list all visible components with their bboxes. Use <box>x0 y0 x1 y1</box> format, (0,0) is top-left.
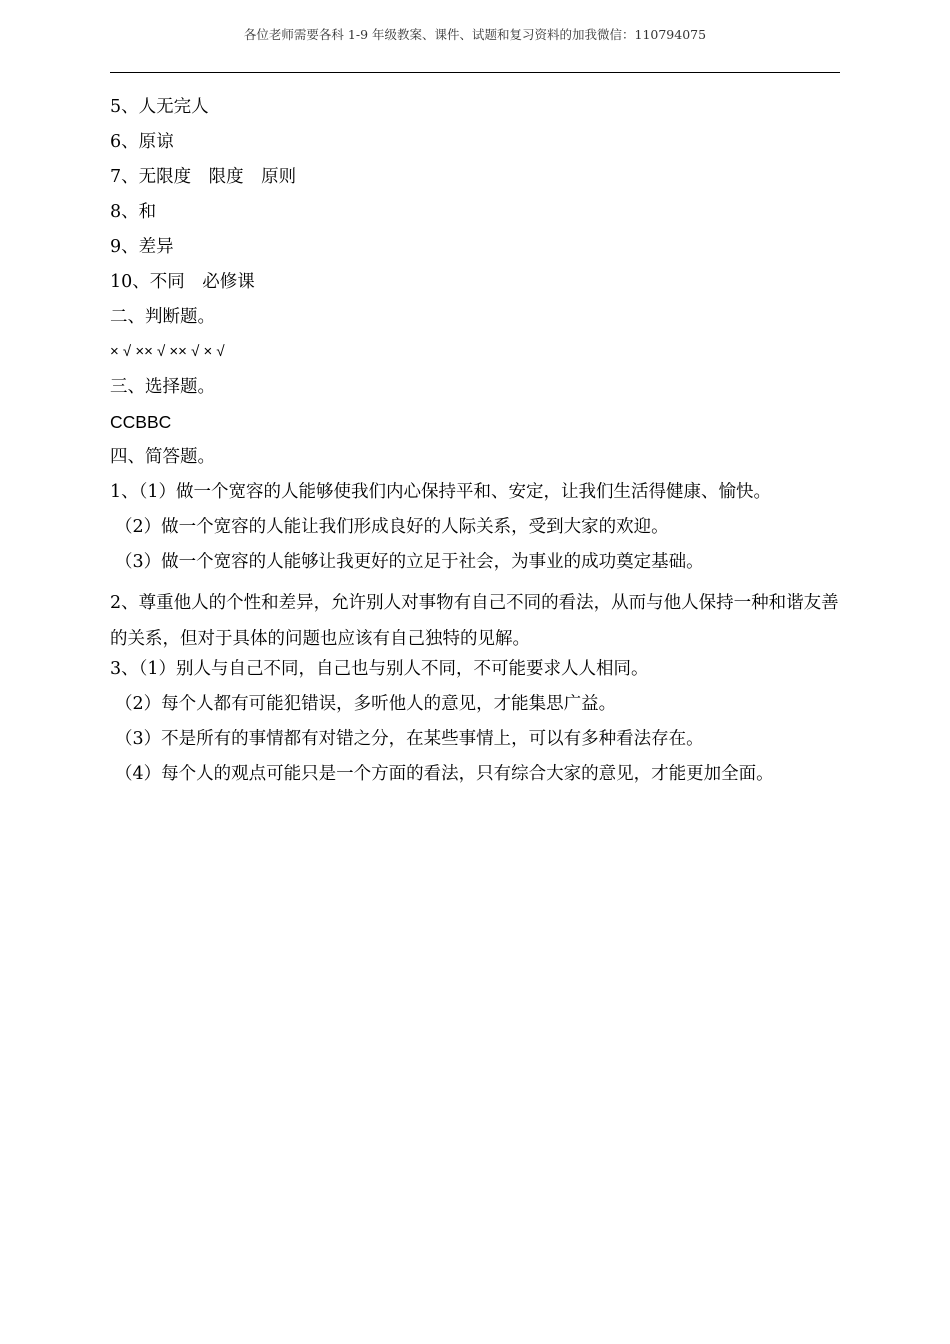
short-answer-3-part-2: （2）每个人都有可能犯错误，多听他人的意见，才能集思广益。 <box>115 694 617 714</box>
fill-blank-answer-9: 9、差异 <box>110 237 174 257</box>
fill-blank-answer-5: 5、人无完人 <box>110 97 209 117</box>
short-answer-3-part-1: 3、（1）别人与自己不同，自己也与别人不同，不可能要求人人相同。 <box>110 659 649 679</box>
short-answer-1-part-3: （3）做一个宽容的人能够让我更好的立足于社会，为事业的成功奠定基础。 <box>115 552 704 572</box>
short-answer-3-part-4: （4）每个人的观点可能只是一个方面的看法，只有综合大家的意见，才能更加全面。 <box>115 764 774 784</box>
short-answer-2: 2、尊重他人的个性和差异，允许别人对事物有自己不同的看法，从而与他人保持一种和谐友善的关系，但对于具体的问题也应该有自己独特的见解。 <box>110 593 839 649</box>
short-answer-3-part-3: （3）不是所有的事情都有对错之分，在某些事情上，可以有多种看法存在。 <box>115 729 704 749</box>
short-answer-1-part-2: （2）做一个宽容的人能让我们形成良好的人际关系，受到大家的欢迎。 <box>115 517 669 537</box>
fill-blank-answer-10: 10、不同 必修课 <box>110 272 255 292</box>
short-answer-heading: 四、简答题。 <box>110 447 215 467</box>
fill-blank-answer-6: 6、原谅 <box>110 132 174 152</box>
answer-body <box>110 95 845 797</box>
judgment-answers: × √ ×× √ ×× √ × √ <box>110 343 225 360</box>
fill-blank-answer-7: 7、无限度 限度 原则 <box>110 167 297 187</box>
page-header: 各位老师需要各科 1-9 年级教案、课件、试题和复习资料的加我微信：110794075 <box>243 27 707 42</box>
choice-answers: CCBBC <box>110 412 172 432</box>
short-answer-1-part-1: 1、（1）做一个宽容的人能够使我们内心保持平和、安定，让我们生活得健康、愉快。 <box>110 482 772 502</box>
choice-heading: 三、选择题。 <box>110 377 215 397</box>
fill-blank-answer-8: 8、和 <box>110 202 157 222</box>
header-divider <box>110 72 840 73</box>
judgment-heading: 二、判断题。 <box>110 307 215 327</box>
